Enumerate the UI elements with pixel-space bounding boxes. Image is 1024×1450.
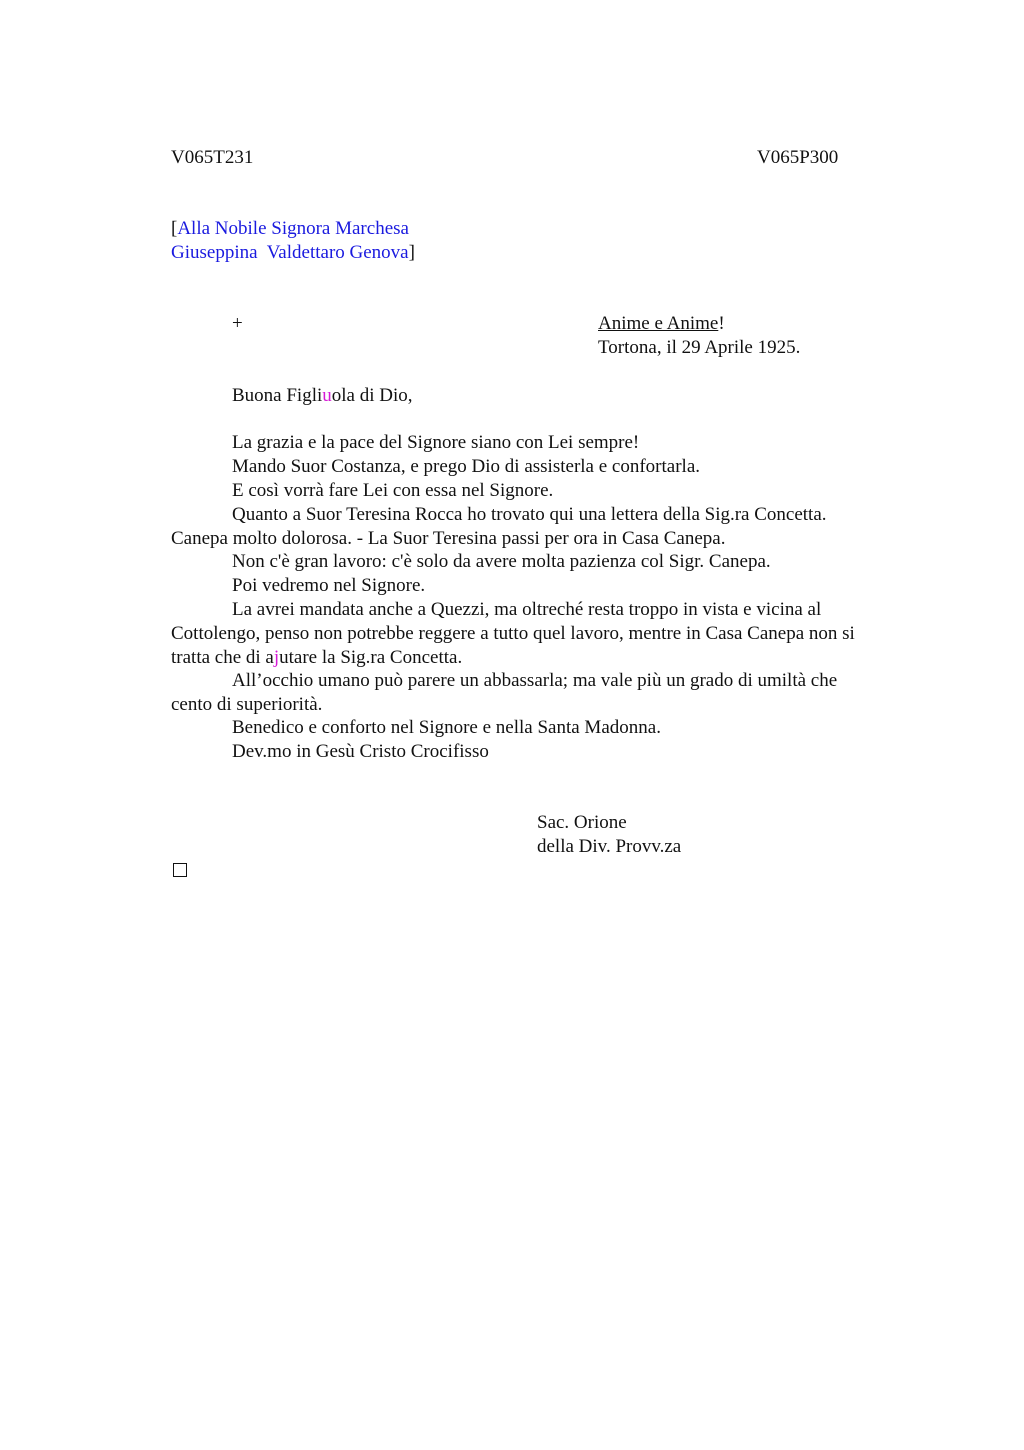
body-paragraph-1: La grazia e la pace del Signore siano con Lei sempre!: [232, 432, 640, 453]
body-paragraph-7-highlight: j: [273, 647, 280, 668]
motto-punctuation: !: [718, 313, 725, 334]
address-line-2: [171, 241, 415, 265]
body-paragraph-9: Benedico e conforto nel Signore e nella Santa Madonna.: [232, 717, 661, 738]
address-open-bracket: [: [171, 218, 178, 239]
body-paragraph-2: Mando Suor Costanza, e prego Dio di assisterla e confortarla.: [232, 456, 701, 477]
body-paragraph-4-line-2: Canepa molto dolorosa. - La Suor Teresina passi per ora in Casa Canepa.: [171, 528, 726, 549]
signature-name: Sac. Orione: [537, 812, 627, 833]
document-code-left: V065T231: [171, 147, 254, 168]
greeting-highlight: u: [322, 385, 332, 406]
body-paragraph-3: E così vorrà fare Lei con essa nel Signore.: [232, 480, 554, 501]
signature-title: della Div. Provv.za: [537, 836, 682, 857]
square-marker: [173, 863, 187, 877]
motto: Anime e Anime: [598, 313, 719, 334]
address-close-bracket: ]: [408, 242, 415, 263]
body-paragraph-7-line-3-start: tratta che di a: [171, 647, 274, 668]
greeting-text-start: Buona Figli: [232, 385, 323, 406]
greeting-text-end: ola di Dio,: [331, 385, 413, 406]
body-paragraph-6: Poi vedremo nel Signore.: [232, 575, 426, 596]
body-paragraph-5: Non c'è gran lavoro: c'è solo da avere molta pazienza col Sigr. Canepa.: [232, 551, 771, 572]
body-paragraph-4-line-1: Quanto a Suor Teresina Rocca ho trovato qui una lettera della Sig.ra Concetta.: [232, 504, 827, 525]
greeting: [232, 384, 413, 408]
address-line-1: [171, 217, 409, 241]
motto-line: [598, 312, 725, 336]
cross-symbol: +: [232, 313, 243, 334]
date-line: Tortona, il 29 Aprile 1925.: [598, 337, 801, 358]
body-paragraph-7-line-3-end: utare la Sig.ra Concetta.: [279, 647, 463, 668]
body-paragraph-8-line-1: All’occhio umano può parere un abbassarla; ma vale più un grado di umiltà che: [232, 670, 838, 691]
document-code-right: V065P300: [757, 147, 839, 168]
body-paragraph-7-line-1: La avrei mandata anche a Quezzi, ma oltreché resta troppo in vista e vicina al: [232, 599, 822, 620]
address-recipient-title: Alla Nobile Signora Marchesa: [177, 218, 409, 239]
address-recipient-name: Giuseppina Valdettaro Genova: [171, 242, 409, 263]
body-paragraph-7-line-3: [171, 646, 462, 670]
body-paragraph-7-line-2: Cottolengo, penso non potrebbe reggere a tutto quel lavoro, mentre in Casa Canepa non si: [171, 623, 855, 644]
body-paragraph-10: Dev.mo in Gesù Cristo Crocifisso: [232, 741, 489, 762]
body-paragraph-8-line-2: cento di superiorità.: [171, 694, 323, 715]
